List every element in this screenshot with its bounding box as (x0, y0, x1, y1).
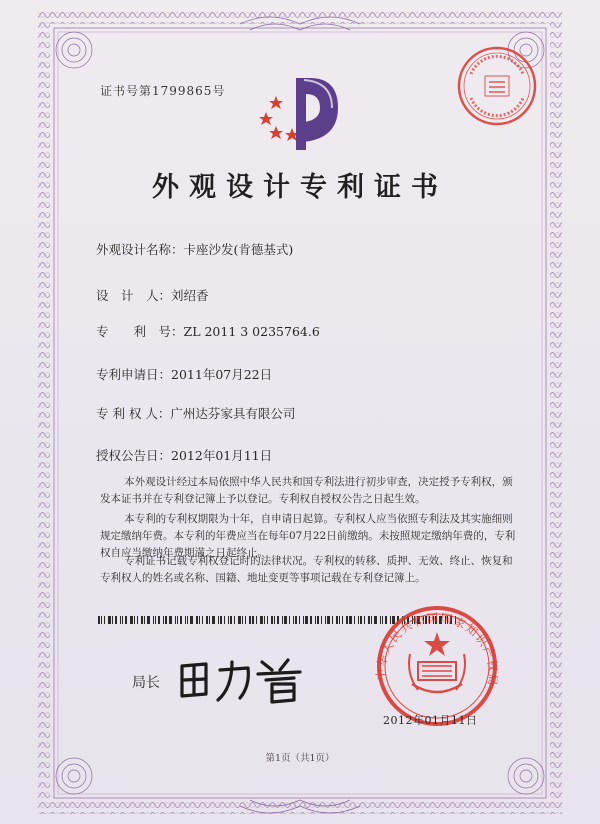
barcode-bar (120, 616, 121, 624)
barcode-bar (165, 616, 167, 624)
barcode-bar (346, 616, 348, 624)
barcode-bar (295, 616, 297, 624)
barcode-bar (260, 616, 263, 624)
barcode-bar (325, 616, 326, 624)
barcode-bar (98, 616, 100, 624)
field-value: 刘绍香 (171, 288, 209, 303)
barcode-bar (289, 616, 290, 624)
barcode-bar (256, 616, 257, 624)
barcode-bar (252, 616, 254, 624)
barcode-bar (315, 616, 316, 624)
field-patent-number (96, 322, 320, 340)
certificate-number: 证书号第1799865号 (100, 84, 226, 98)
body-paragraph: 本外观设计经过本局依照中华人民共和国专利法进行初步审查，决定授予专利权，颁发本证书并在专利登记簿上予以登记。专利权自授权公告之日起生效。 (100, 476, 513, 505)
barcode-bar (274, 616, 275, 624)
barcode-bar (175, 616, 176, 624)
barcode-bar (212, 616, 215, 624)
barcode-bar (134, 616, 135, 624)
field-design-name (96, 240, 293, 258)
barcode-bar (199, 616, 200, 624)
barcode-bar (358, 616, 359, 624)
field-patentee (96, 404, 295, 422)
barcode-bar (267, 616, 268, 624)
field-label: 专利申请日： (96, 367, 172, 382)
field-label: 设 计 人： (96, 288, 172, 303)
barcode-bar (218, 616, 219, 624)
barcode-bar (196, 616, 198, 624)
field-label: 专 利 号： (96, 324, 184, 339)
barcode-bar (228, 616, 229, 624)
barcode-bar (249, 616, 251, 624)
barcode-bar (206, 616, 208, 624)
barcode-bar (101, 616, 102, 624)
barcode-bar (349, 616, 352, 624)
field-value: 2012年01月11日 (171, 448, 273, 463)
barcode-bar (177, 616, 178, 624)
barcode-bar (342, 616, 343, 624)
barcode-bar (169, 616, 172, 624)
barcode-bar (327, 616, 330, 624)
barcode-bar (125, 616, 127, 624)
barcode-bar (115, 616, 117, 624)
field-value: 2011年07月22日 (171, 367, 273, 382)
barcode-bar (332, 616, 333, 624)
barcode-bar (209, 616, 210, 624)
barcode-bar (187, 616, 188, 624)
barcode-bar (271, 616, 273, 624)
field-designer (96, 286, 209, 304)
field-label: 外观设计名称： (96, 242, 184, 257)
barcode-bar (190, 616, 193, 624)
barcode-bar (137, 616, 138, 624)
barcode-bar (238, 616, 241, 624)
body-paragraph: 本专利的专利权期限为十年，自申请日起算。专利权人应当依照专利法及其实施细则规定缴纳年费。本专利的年费应当在每年07月22日前缴纳。未按照规定缴纳年费的，专利权自应当缴纳年费期满之日起终止。 (100, 513, 516, 559)
barcode-bar (141, 616, 143, 624)
barcode-bar (220, 616, 222, 624)
certificate-title: 外观设计专利证书 (152, 172, 448, 203)
barcode-bar (155, 616, 156, 624)
barcode-bar (147, 616, 150, 624)
barcode-bar (230, 616, 232, 624)
page-indicator: 第1页（共1页） (265, 753, 335, 764)
barcode-bar (303, 616, 304, 624)
field-value: ZL 2011 3 0235764.6 (183, 324, 320, 339)
barcode-bar (242, 616, 243, 624)
director-label: 局长 (132, 675, 160, 691)
barcode-bar (354, 616, 355, 624)
official-seal-text (362, 604, 512, 728)
barcode-bar (339, 616, 340, 624)
barcode-bar (144, 616, 145, 624)
barcode-bar (163, 616, 164, 624)
barcode-bar (185, 616, 186, 624)
seal-text: 中华人民共和国国家知识产权局 (373, 610, 501, 688)
barcode-bar (299, 616, 300, 624)
barcode-bar (317, 616, 319, 624)
barcode-bar (234, 616, 235, 624)
barcode-bar (277, 616, 279, 624)
barcode-bar (122, 616, 123, 624)
body-paragraph: 专利证书记载专利权登记时的法律状况。专利权的转移、质押、无效、终止、恢复和专利权人的姓名或名称、国籍、地址变更等事项记载在专利登记簿上。 (100, 555, 513, 584)
seal-date: 2012年01月11日 (383, 714, 478, 727)
barcode-bar (321, 616, 322, 624)
barcode-bar (224, 616, 225, 624)
barcode-bar (336, 616, 338, 624)
field-application-date (96, 365, 272, 383)
director-signature-icon (176, 652, 316, 706)
field-label: 专 利 权 人： (96, 406, 171, 421)
svg-text:中华人民共和国国家知识产权局 (374, 611, 500, 688)
barcode-bar (282, 616, 283, 624)
barcode-bar (112, 616, 113, 624)
barcode-bar (310, 616, 312, 624)
barcode-bar (264, 616, 265, 624)
field-value: 广州达芬家具有限公司 (170, 406, 296, 421)
barcode-bar (104, 616, 105, 624)
barcode-bar (158, 616, 160, 624)
barcode-bar (180, 616, 182, 624)
field-label: 授权公告日： (96, 448, 172, 463)
patent-office-logo-icon (252, 68, 348, 158)
barcode-bar (130, 616, 133, 624)
barcode-bar (153, 616, 154, 624)
barcode-bar (245, 616, 246, 624)
barcode-bar (202, 616, 203, 624)
field-grant-date (96, 446, 272, 464)
barcode-bar (108, 616, 111, 624)
barcode-bar (284, 616, 287, 624)
barcode-bar (305, 616, 308, 624)
agency-seal-icon (455, 44, 539, 128)
field-value: 卡座沙发(肯德基式) (183, 242, 294, 257)
barcode-bar (293, 616, 294, 624)
